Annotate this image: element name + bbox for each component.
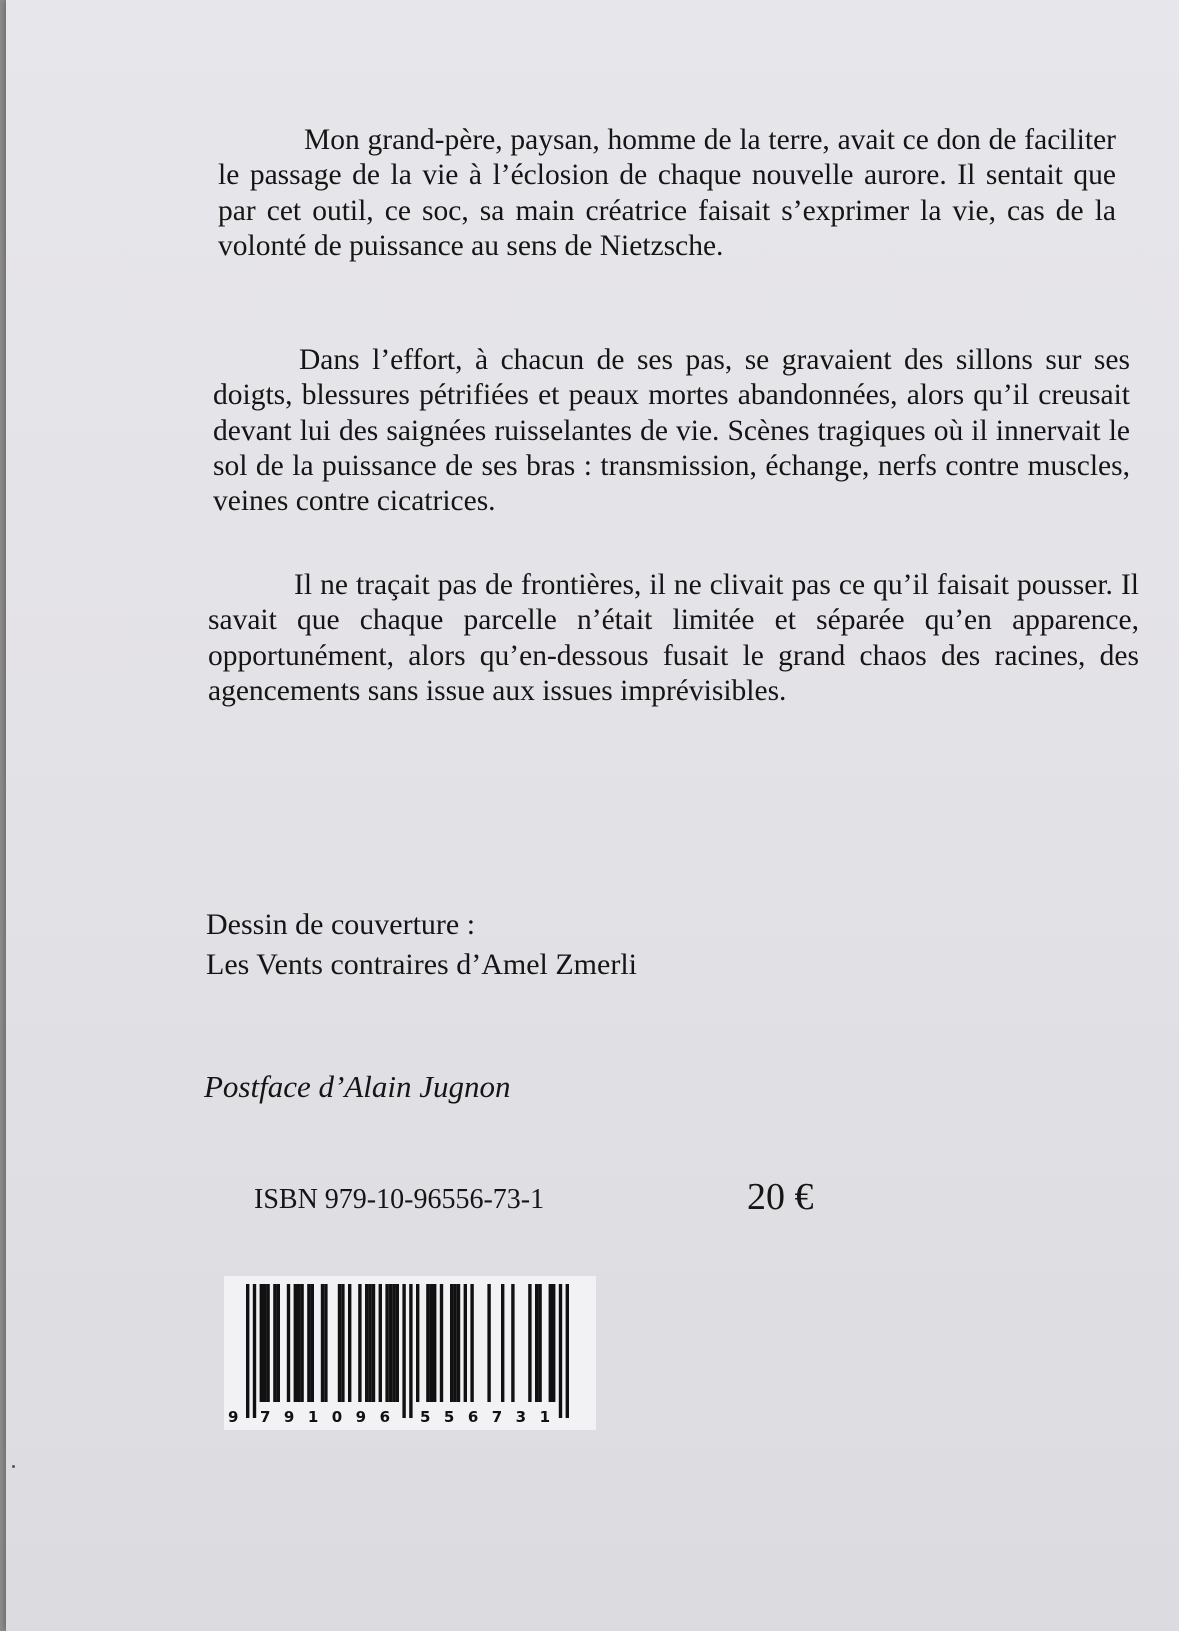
cover-drawing-label: Dessin de couverture : xyxy=(206,908,476,941)
barcode-guard-bar xyxy=(402,1284,405,1418)
barcode-bar xyxy=(297,1284,300,1402)
barcode-bar xyxy=(538,1284,541,1402)
paragraph-2 xyxy=(213,343,1130,519)
paragraph-2-text: Dans l’effort, à chacun de ses pas, se gravaient des sillons sur ses doigts, blessures pétrifiées et peaux mortes abandonnées, alors qu’il creusait devant lui des saignées ruisselantes de vie. Scènes tragiques où il innervait le sol de la puissance de ses bras : transmission, échange, nerfs contre muscles, veines contre cicatrices. xyxy=(213,344,1130,518)
barcode-bar xyxy=(338,1284,341,1402)
barcode-bar xyxy=(450,1284,453,1402)
barcode-bar xyxy=(392,1284,395,1402)
cover-drawing-title: Les Vents contraires d’Amel Zmerli xyxy=(206,948,637,981)
paragraph-3-text: Il ne traçait pas de frontières, il ne clivait pas ce qu’il faisait pousser. Il savait que chaque parcelle n’était limitée et séparée qu’en apparence, opportunément, alors qu’en-dessous fusait le grand chaos des racines, des agencements sans issue aux issues imprévisibles. xyxy=(208,569,1139,707)
back-cover xyxy=(6,0,1179,1631)
barcode-bar xyxy=(273,1284,276,1402)
barcode xyxy=(224,1276,596,1430)
barcode-bar xyxy=(464,1284,467,1402)
barcode-bar xyxy=(300,1284,303,1402)
barcode-bar xyxy=(549,1284,552,1402)
barcode-guard-bar xyxy=(566,1284,569,1418)
barcode-lead-digit: 9 xyxy=(228,1408,239,1426)
barcode-bar xyxy=(379,1284,382,1402)
barcode-bar xyxy=(266,1284,269,1402)
barcode-bar xyxy=(552,1284,555,1402)
barcode-bar xyxy=(396,1284,399,1402)
barcode-right-digits: 556731 xyxy=(420,1408,550,1426)
barcode-bar xyxy=(358,1284,361,1402)
barcode-bar xyxy=(487,1284,490,1402)
barcode-bar xyxy=(457,1284,460,1402)
paragraph-1 xyxy=(218,123,1116,264)
barcode-bar xyxy=(368,1284,371,1402)
barcode-bar xyxy=(287,1284,290,1402)
barcode-bar xyxy=(294,1284,297,1402)
barcode-bar xyxy=(535,1284,538,1402)
barcode-bar xyxy=(311,1284,314,1402)
barcode-bar xyxy=(341,1284,344,1402)
barcode-bar xyxy=(260,1284,263,1402)
barcode-bar xyxy=(365,1284,368,1402)
barcode-bar xyxy=(433,1284,436,1402)
barcode-bar xyxy=(426,1284,429,1402)
barcode-guard-bar xyxy=(246,1284,249,1418)
barcode-bar xyxy=(440,1284,443,1402)
paragraph-3 xyxy=(208,568,1139,709)
barcode-guard-bar xyxy=(409,1284,412,1418)
postface-credit: Postface d’Alain Jugnon xyxy=(204,1069,511,1104)
barcode-bar xyxy=(511,1284,514,1402)
paper-speck xyxy=(12,1465,15,1468)
barcode-bars xyxy=(246,1284,569,1418)
barcode-bar xyxy=(453,1284,456,1402)
barcode-bar xyxy=(321,1284,324,1402)
barcode-bar xyxy=(470,1284,473,1402)
barcode-bar xyxy=(277,1284,280,1402)
barcode-bar xyxy=(416,1284,419,1402)
cover-credits xyxy=(206,905,637,985)
paragraph-1-text: Mon grand-père, paysan, homme de la terre, avait ce don de faciliter le passage de la vie à l’éclosion de chaque nouvelle aurore. Il sentait que par cet outil, ce soc, sa main créatrice faisait s’exprimer la vie, cas de la volonté de puissance au sens de Nietzsche. xyxy=(218,124,1116,262)
barcode-left-digits: 791096 xyxy=(260,1408,390,1426)
barcode-bar xyxy=(348,1284,351,1402)
barcode-bar xyxy=(385,1284,388,1402)
barcode-bar xyxy=(389,1284,392,1402)
price: 20 € xyxy=(747,1176,814,1218)
barcode-bar xyxy=(501,1284,504,1402)
barcode-bar xyxy=(307,1284,310,1402)
barcode-bar xyxy=(528,1284,531,1402)
isbn-number: ISBN 979-10-96556-73-1 xyxy=(254,1184,545,1215)
barcode-bar xyxy=(324,1284,327,1402)
barcode-bar xyxy=(263,1284,266,1402)
barcode-graphic xyxy=(224,1276,596,1430)
barcode-bar xyxy=(372,1284,375,1402)
barcode-bar xyxy=(430,1284,433,1402)
barcode-guard-bar xyxy=(559,1284,562,1418)
barcode-guard-bar xyxy=(253,1284,256,1418)
